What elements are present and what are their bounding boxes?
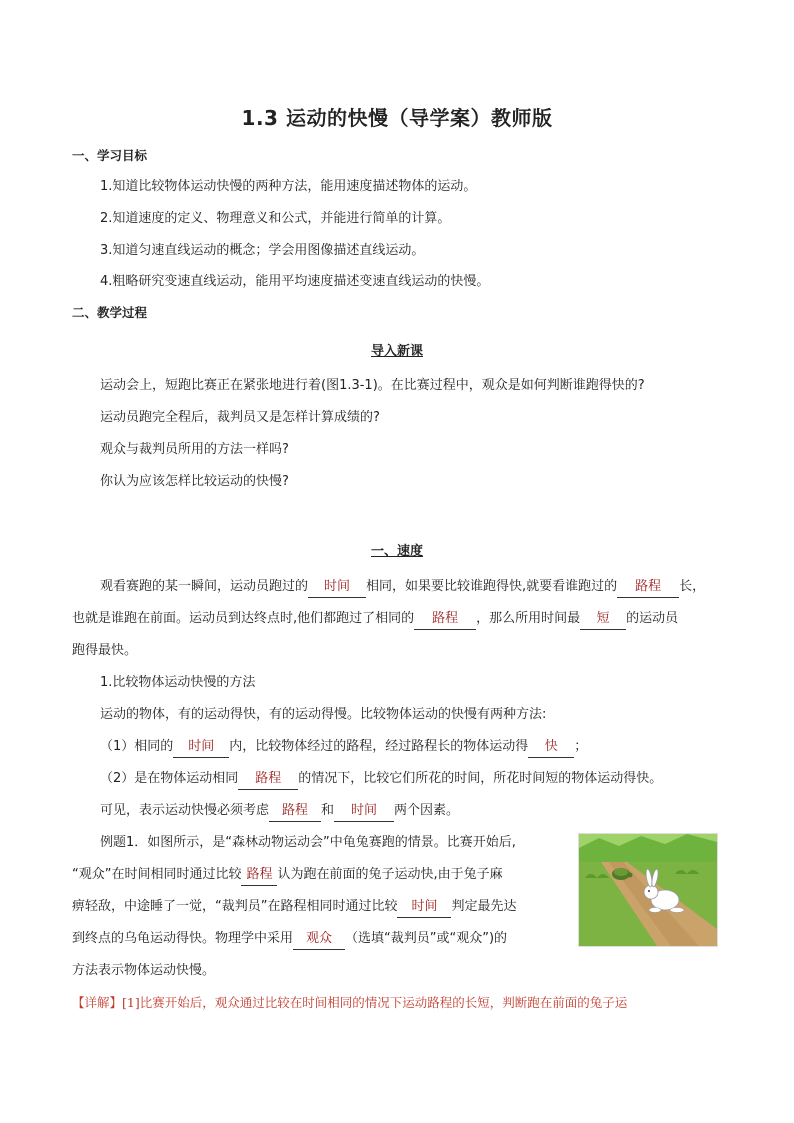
tortoise-hare-race-image — [578, 833, 718, 947]
intro-line: 观众与裁判员所用的方法一样吗? — [100, 442, 289, 457]
example-line: 到终点的乌龟运动得快。物理学中采用 观众 （选填“裁判员”或“观众”)的 — [72, 929, 507, 950]
answer-blank: 路程 — [617, 577, 679, 598]
speed-paragraph-line: 跑得最快。 — [72, 643, 138, 658]
section-heading-process: 二、教学过程 — [72, 305, 148, 320]
objective-item: 1.知道比较物体运动快慢的两种方法，能用速度描述物体的运动。 — [100, 179, 477, 194]
intro-heading: 导入新课 — [370, 344, 423, 359]
answer-blank: 快 — [528, 737, 574, 758]
example-line: 方法表示物体运动快慢。 — [72, 963, 216, 978]
answer-blank: 观众 — [293, 929, 345, 950]
objective-item: 4.粗略研究变速直线运动，能用平均速度描述变速直线运动的快慢。 — [100, 274, 490, 289]
intro-line: 你认为应该怎样比较运动的快慢? — [100, 474, 289, 489]
intro-line: 运动员跑完全程后，裁判员又是怎样计算成绩的? — [100, 410, 380, 425]
objective-item: 3.知道匀速直线运动的概念；学会用图像描述直线运动。 — [100, 243, 425, 258]
method-item: （2）是在物体运动相同 路程 的情况下，比较它们所花的时间，所花时间短的物体运动得快。 — [100, 769, 662, 790]
race-illustration — [579, 834, 717, 946]
subheading-methods: 1.比较物体运动快慢的方法 — [100, 675, 256, 690]
method-item: （1）相同的 时间 内，比较物体经过的路程，经过路程长的物体运动得 快 ； — [100, 737, 587, 758]
intro-line: 运动会上，短跑比赛正在紧张地进行着(图1.3-1)。在比赛过程中，观众是如何判断谁跑得快的? — [100, 378, 645, 393]
example-line: “观众”在时间相同时通过比较 路程 认为跑在前面的兔子运动快,由于兔子麻 — [72, 865, 503, 886]
answer-blank: 路程 — [241, 865, 277, 886]
answer-blank: 路程 — [238, 769, 298, 790]
answer-blank: 时间 — [334, 801, 394, 822]
section-heading-objectives: 一、学习目标 — [72, 148, 148, 163]
answer-blank: 路程 — [269, 801, 321, 822]
speed-heading: 一、速度 — [370, 544, 423, 559]
answer-blank: 时间 — [173, 737, 229, 758]
answer-blank: 时间 — [308, 577, 366, 598]
speed-paragraph-line: 观看赛跑的某一瞬间，运动员跑过的 时间 相同，如果要比较谁跑得快,就要看谁跑过的 路程 长， — [100, 577, 705, 598]
detail-line — [72, 993, 627, 1013]
detail-tag: 【详解】 — [72, 995, 123, 1010]
page-title: 1.3 运动的快慢（导学案）教师版 — [241, 106, 553, 130]
answer-blank: 路程 — [414, 609, 476, 630]
objective-item: 2.知道速度的定义、物理意义和公式，并能进行简单的计算。 — [100, 211, 451, 226]
speed-paragraph-line: 也就是谁跑在前面。运动员到达终点时,他们都跑过了相同的 路程 ，那么所用时间最 短 的运动员 — [72, 609, 678, 630]
detail-text: [1]比赛开始后，观众通过比较在时间相同的情况下运动路程的长短，判断跑在前面的兔子运 — [122, 995, 628, 1010]
example-line: 痹轻敌，中途睡了一觉，“裁判员”在路程相同时通过比较 时间 判定最先达 — [72, 897, 517, 918]
conclusion-line: 可见，表示运动快慢必须考虑 路程 和 时间 两个因素。 — [100, 801, 459, 822]
methods-intro: 运动的物体，有的运动得快，有的运动得慢。比较物体运动的快慢有两种方法: — [100, 707, 547, 722]
answer-blank: 时间 — [397, 897, 451, 918]
example-line: 例题1．如图所示，是“森林动物运动会”中龟兔赛跑的情景。比赛开始后, — [100, 835, 516, 850]
answer-blank: 短 — [580, 609, 626, 630]
